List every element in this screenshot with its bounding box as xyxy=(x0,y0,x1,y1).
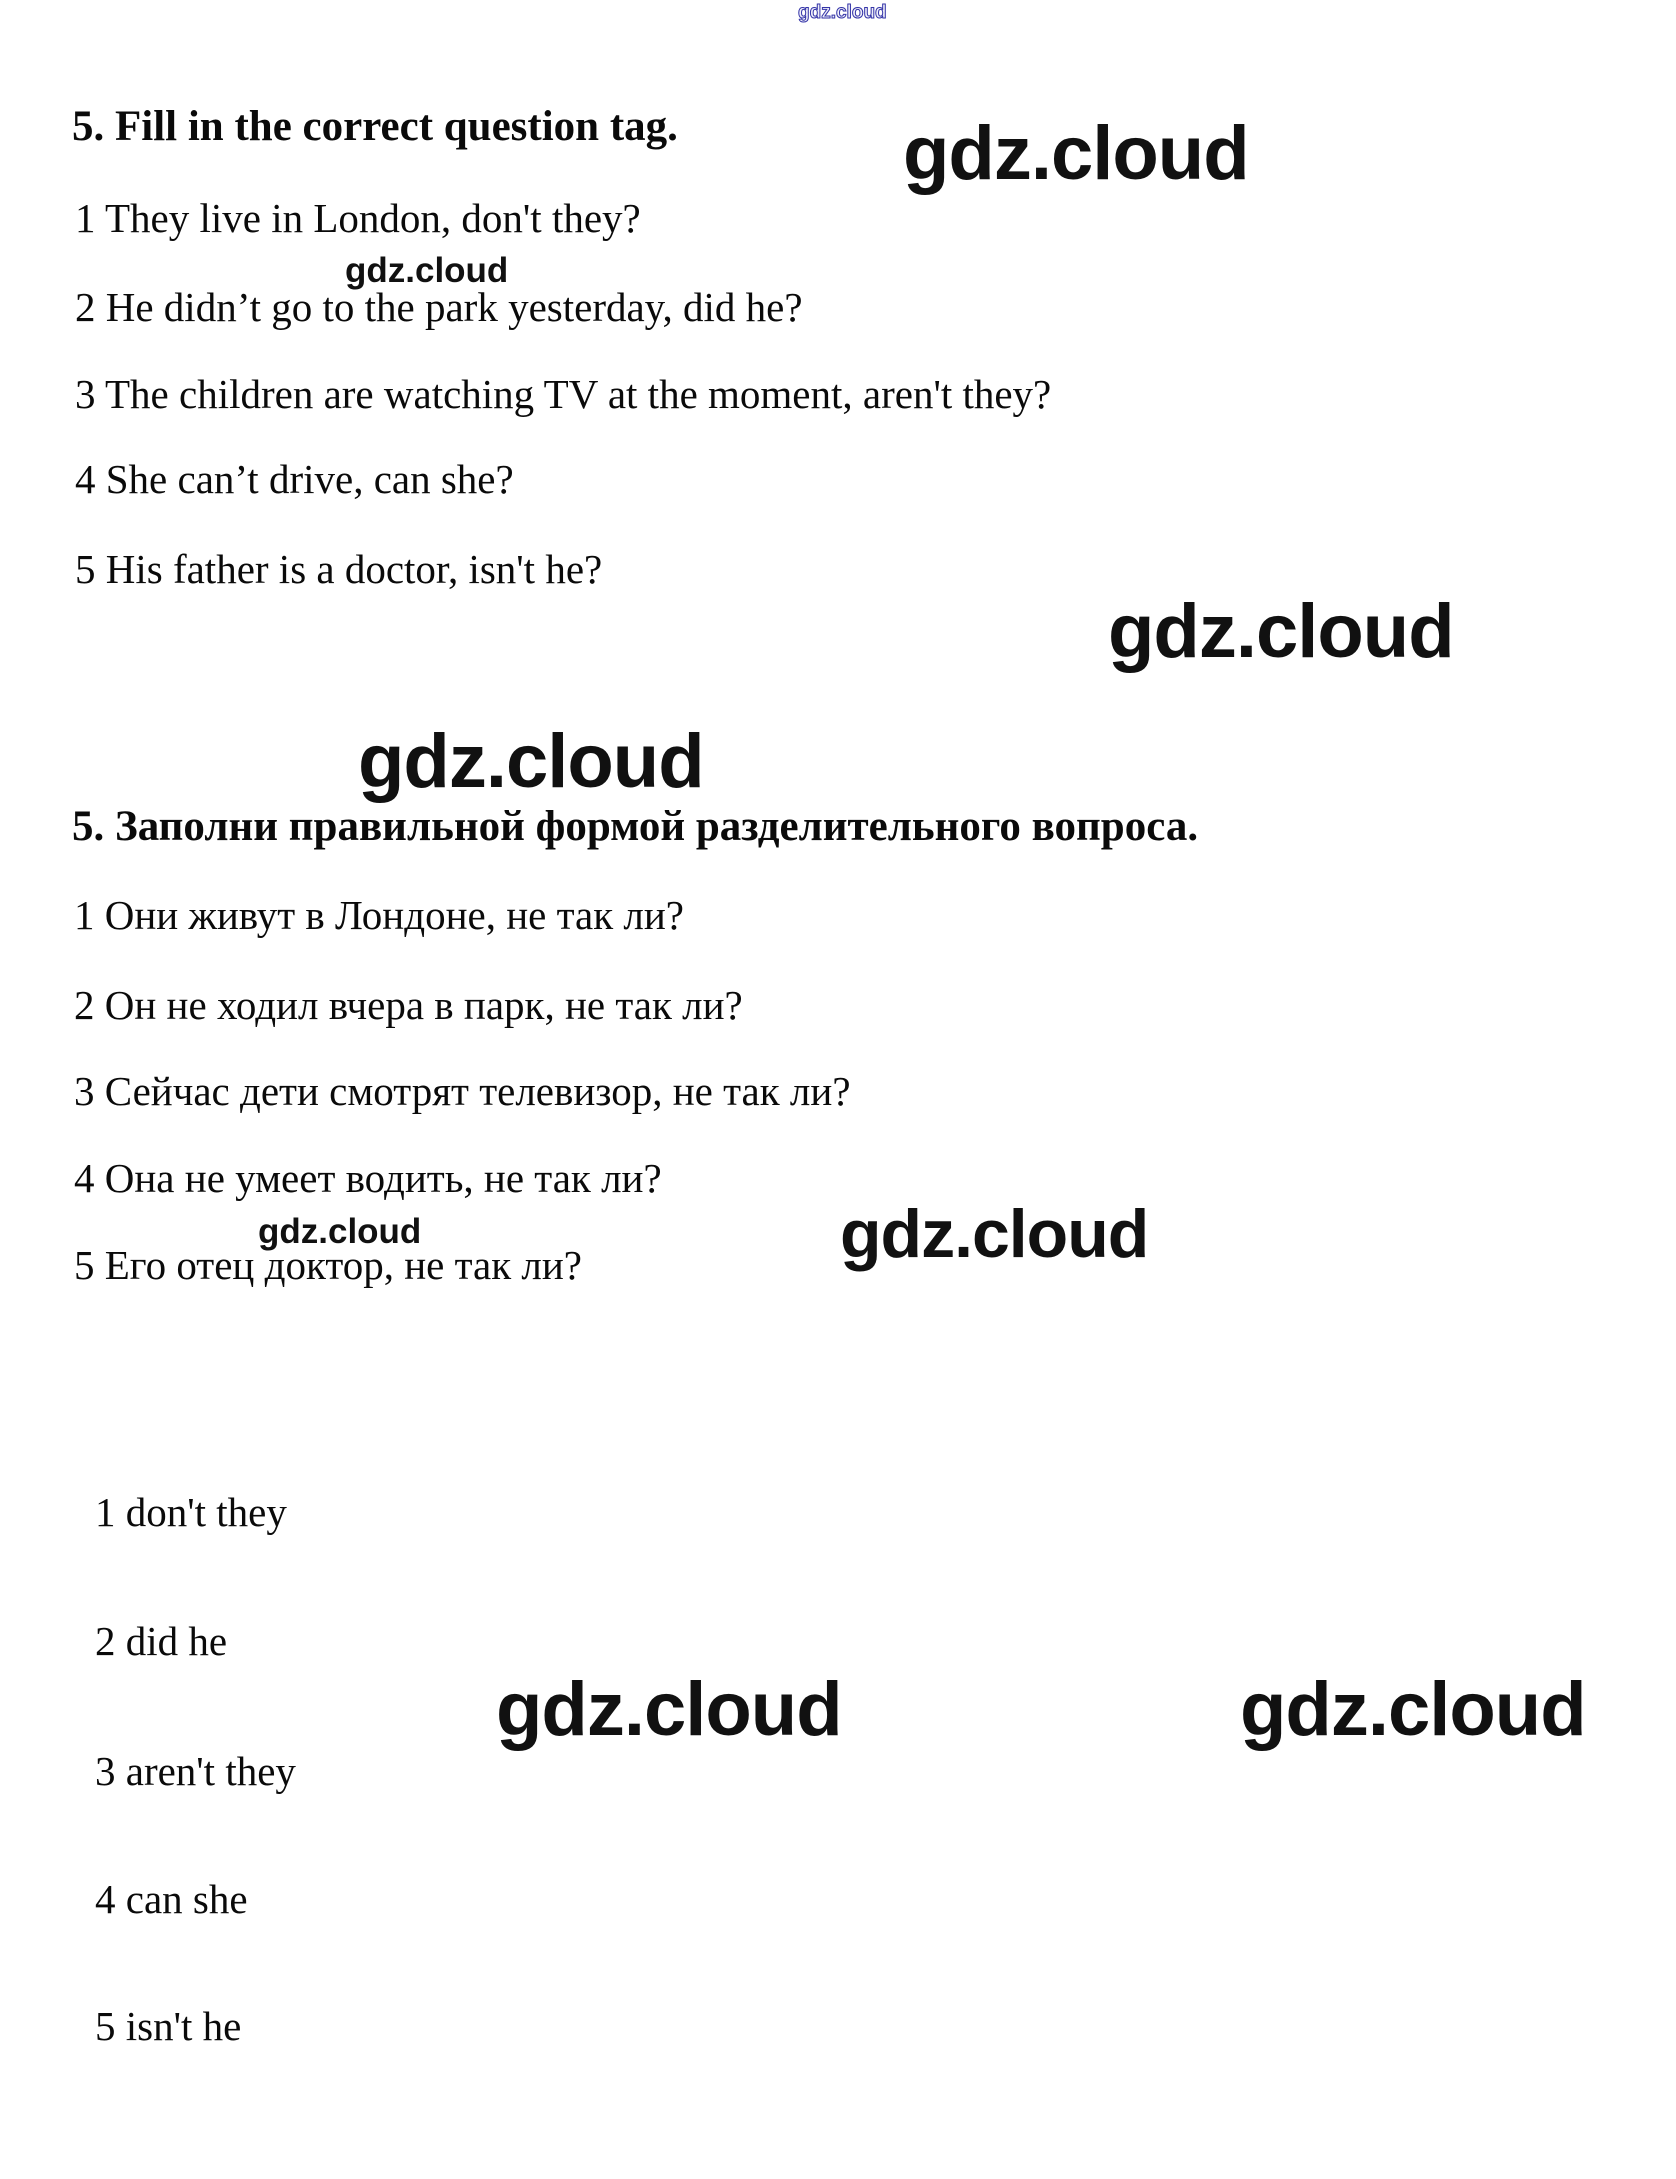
answer-line-1: 1 don't they xyxy=(95,1489,287,1535)
site-watermark-title-right: gdz.cloud xyxy=(903,111,1249,196)
exercise-en-line-5: 5 His father is a doctor, isn't he? xyxy=(75,546,603,592)
answer-line-3: 3 aren't they xyxy=(95,1748,296,1794)
exercise-en-line-3: 3 The children are watching TV at the moment, aren't they? xyxy=(75,371,1052,417)
answer-line-4: 4 can she xyxy=(95,1876,248,1922)
site-watermark-top: gdz.cloud xyxy=(798,2,887,23)
exercise-en-line-4: 4 She can’t drive, can she? xyxy=(75,456,514,502)
exercise-ru-line-3: 3 Сейчас дети смотрят телевизор, не так ли? xyxy=(74,1068,851,1114)
exercise-ru-line-2: 2 Он не ходил вчера в парк, не так ли? xyxy=(74,982,743,1028)
site-watermark-ru-right: gdz.cloud xyxy=(840,1196,1149,1272)
exercise-ru-line-4: 4 Она не умеет водить, не так ли? xyxy=(74,1155,662,1201)
site-watermark-answers-left: gdz.cloud xyxy=(496,1667,842,1752)
site-watermark-answers-right: gdz.cloud xyxy=(1240,1667,1586,1752)
site-watermark-small-2: gdz.cloud xyxy=(258,1212,422,1251)
exercise-ru-line-5: 5 Его отец доктор, не так ли? xyxy=(74,1242,582,1288)
site-watermark-small-1: gdz.cloud xyxy=(345,251,509,290)
site-watermark-en-bottom-right: gdz.cloud xyxy=(1108,589,1454,674)
answer-line-5: 5 isn't he xyxy=(95,2003,242,2049)
exercise-en-line-2: 2 He didn’t go to the park yesterday, did he? xyxy=(75,284,803,330)
exercise-ru-line-1: 1 Они живут в Лондоне, не так ли? xyxy=(74,892,684,938)
exercise-en-line-1: 1 They live in London, don't they? xyxy=(75,195,641,241)
site-watermark-ru-top: gdz.cloud xyxy=(358,719,704,804)
answer-line-2: 2 did he xyxy=(95,1618,228,1664)
exercise-en-title: 5. Fill in the correct question tag. xyxy=(72,103,678,150)
exercise-ru-title: 5. Заполни правильной формой разделительного вопроса. xyxy=(72,803,1199,850)
